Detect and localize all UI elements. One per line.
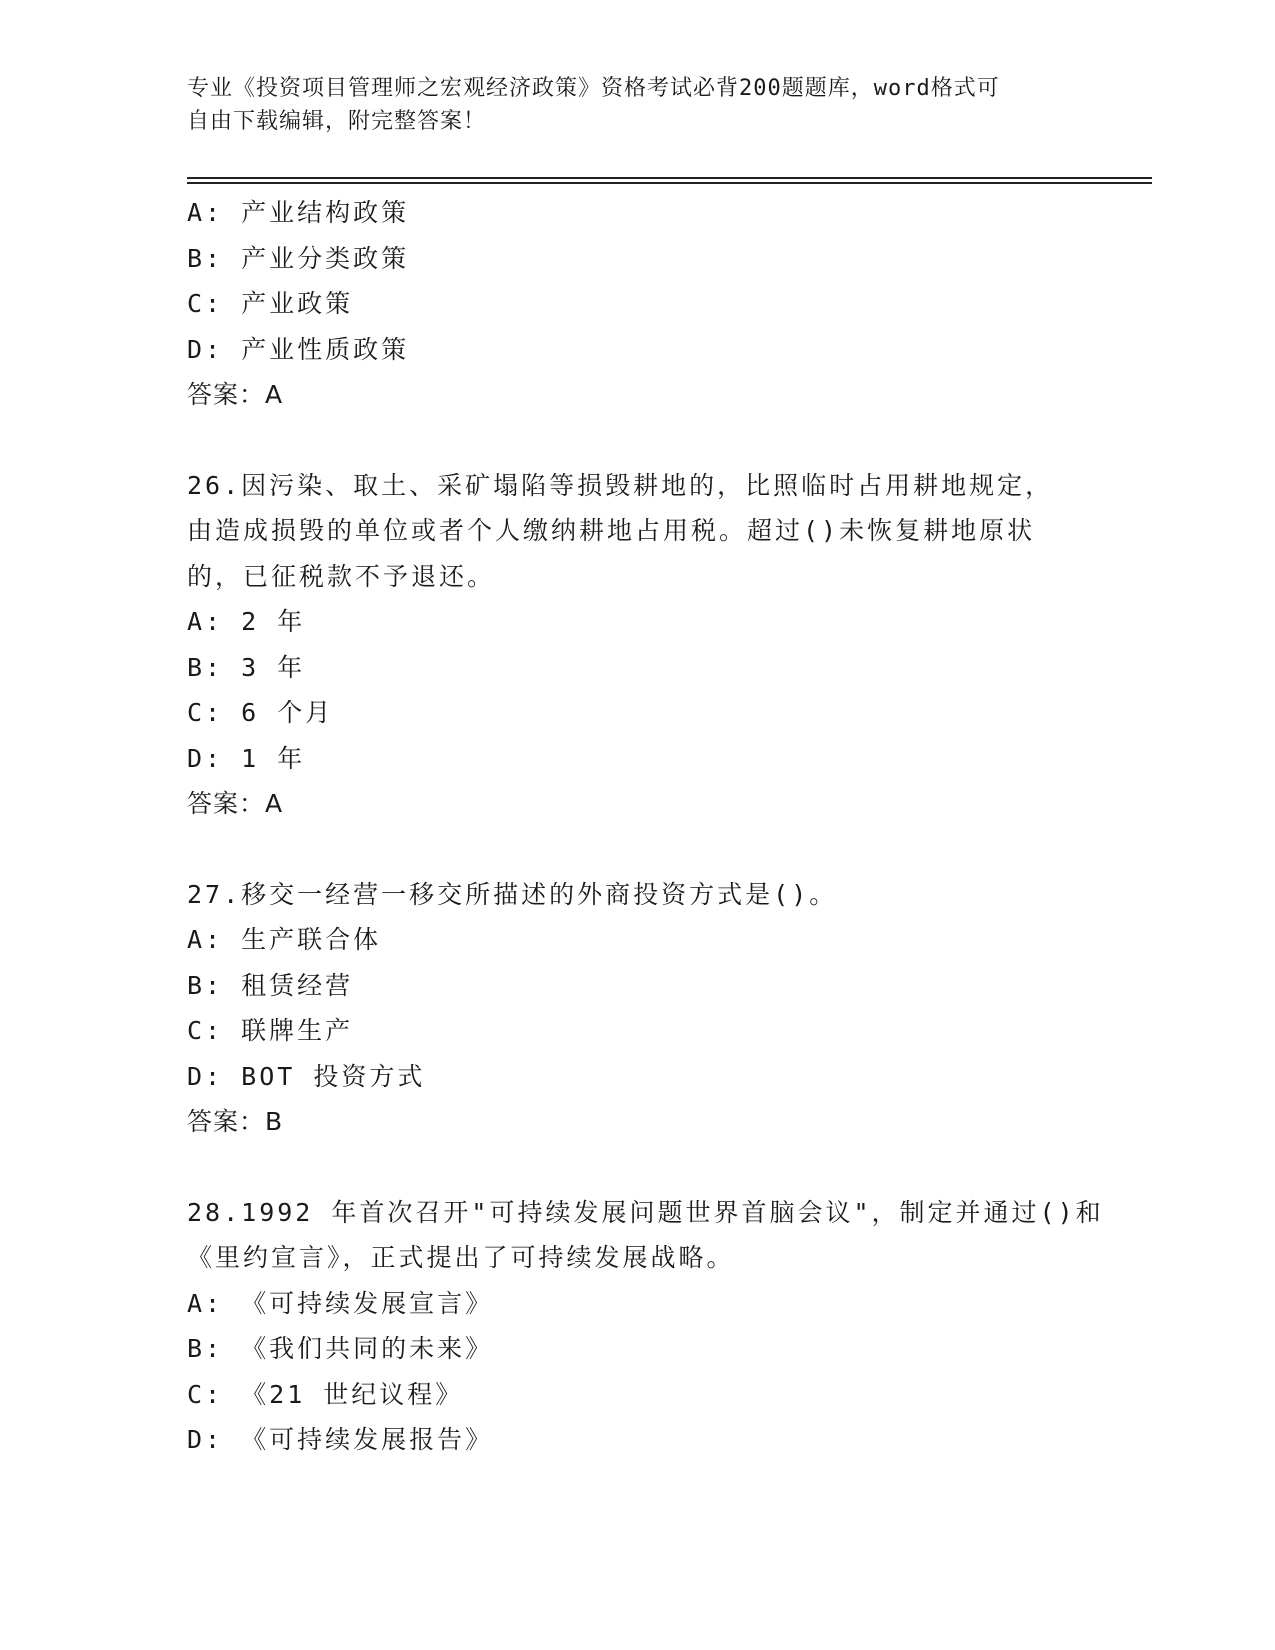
answer-line: 答案：A — [187, 380, 284, 409]
option-d: D: BOT 投资方式 — [187, 1061, 426, 1091]
question-content — [187, 190, 1104, 1463]
header-title-line-1: 专业《投资项目管理师之宏观经济政策》资格考试必背200题题库，word格式可 — [187, 76, 1000, 101]
header-title-line-2: 自由下载编辑，附完整答案！ — [187, 109, 487, 134]
option-d: D: 《可持续发展报告》 — [187, 1425, 494, 1454]
option-a: A: 《可持续发展宣言》 — [187, 1288, 494, 1318]
question-text-line: 26.因污染、取土、采矿塌陷等损毁耕地的，比照临时占用耕地规定， — [187, 470, 1054, 500]
option-c: C: 联牌生产 — [187, 1016, 354, 1045]
header-divider-bottom — [187, 182, 1152, 184]
question-25 — [187, 190, 1087, 418]
answer-line: 答案：A — [187, 789, 284, 818]
question-text-line: 28.1992 年首次召开"可持续发展问题世界首脑会议"，制定并通过()和 — [187, 1197, 1104, 1227]
spacer — [187, 827, 1087, 872]
option-a: A: 产业结构政策 — [187, 198, 410, 227]
option-a: A: 生产联合体 — [187, 925, 382, 954]
option-d: D: 1 年 — [187, 743, 306, 773]
option-c: C: 《21 世纪议程》 — [187, 1379, 464, 1409]
spacer — [187, 1145, 1087, 1190]
option-b: B: 租赁经营 — [187, 970, 354, 1000]
question-text-line: 由造成损毁的单位或者个人缴纳耕地占用税。超过()未恢复耕地原状 — [187, 516, 1036, 545]
question-text-line: 《里约宣言》，正式提出了可持续发展战略。 — [187, 1243, 735, 1272]
answer-line: 答案：B — [187, 1107, 284, 1136]
question-28 — [187, 1190, 1104, 1463]
header-divider-top — [187, 177, 1152, 179]
option-b: B: 产业分类政策 — [187, 243, 410, 273]
question-text-line: 27.移交一经营一移交所描述的外商投资方式是()。 — [187, 879, 838, 909]
question-27 — [187, 872, 1087, 1145]
question-26 — [187, 463, 1087, 827]
spacer — [187, 418, 1087, 463]
question-text-line: 的，已征税款不予退还。 — [187, 561, 496, 591]
option-a: A: 2 年 — [187, 607, 306, 636]
option-c: C: 6 个月 — [187, 698, 334, 727]
option-b: B: 《我们共同的未来》 — [187, 1334, 494, 1363]
option-c: C: 产业政策 — [187, 289, 354, 318]
document-header — [187, 72, 1067, 138]
option-b: B: 3 年 — [187, 652, 306, 682]
option-d: D: 产业性质政策 — [187, 334, 410, 364]
